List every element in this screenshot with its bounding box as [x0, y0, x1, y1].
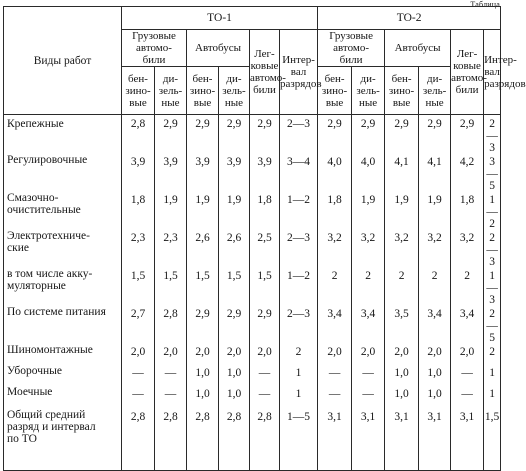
- table-caption-fragment: Таблица: [470, 0, 500, 9]
- header-trucks-to1: Грузовые автомо- били: [122, 30, 187, 67]
- grade-cell: 1,8: [318, 192, 352, 230]
- grade-cell: 1,9: [219, 192, 250, 230]
- grade-cell: 1—3: [484, 268, 501, 306]
- grade-cell: 1,0: [219, 365, 250, 386]
- grade-cell: 2,9: [385, 115, 419, 155]
- table-row: [4, 154, 501, 192]
- grade-cell: 2—3: [280, 115, 318, 155]
- grade-cell: 3,5: [385, 306, 419, 344]
- grade-cell: 2,9: [352, 115, 385, 155]
- work-type-cell: Смазочно- очистительные: [4, 192, 122, 230]
- grade-cell: 3,2: [385, 230, 419, 268]
- header-diesel-buses-to1: ди- зель- ные: [219, 67, 250, 115]
- grade-cell: 1,9: [155, 192, 187, 230]
- work-type-cell: Шиномонтажные: [4, 344, 122, 365]
- grade-cell: 3—4: [280, 154, 318, 192]
- work-type-cell: Уборочные: [4, 365, 122, 386]
- grade-cell: 3,4: [451, 306, 484, 344]
- grade-cell: 2,0: [155, 344, 187, 365]
- grade-cell: —: [352, 365, 385, 386]
- header-diesel-trucks-to2: ди- зель- ные: [352, 67, 385, 115]
- header-interval-to1: Интер- вал разрядов: [280, 30, 318, 115]
- grade-cell: 4,0: [318, 154, 352, 192]
- grade-cell: 2,8: [155, 409, 187, 470]
- grade-cell: —: [122, 365, 155, 386]
- grade-cell: 3,2: [318, 230, 352, 268]
- grade-cell: 2,3: [155, 230, 187, 268]
- grade-cell: 1,0: [385, 386, 419, 409]
- grade-cell: 4,2: [451, 154, 484, 192]
- header-interval-to2: Интер- вал разрядов: [484, 30, 501, 115]
- grade-cell: 4,1: [385, 154, 419, 192]
- work-type-cell: Электротехниче- ские: [4, 230, 122, 268]
- grade-cell: 2: [451, 268, 484, 306]
- header-petrol-trucks-to2: бен- зино- вые: [318, 67, 352, 115]
- grade-cell: 1: [280, 365, 318, 386]
- grade-cell: 3,9: [187, 154, 219, 192]
- grade-cell: 1,5: [155, 268, 187, 306]
- grade-cell: 1,9: [385, 192, 419, 230]
- header-petrol-trucks-to1: бен- зино- вые: [122, 67, 155, 115]
- grade-cell: 1: [484, 386, 501, 409]
- grade-cell: —: [155, 365, 187, 386]
- grade-cell: 2,3: [122, 230, 155, 268]
- grade-cell: 1,0: [419, 386, 451, 409]
- table-row: [4, 268, 501, 306]
- grade-cell: 2,8: [187, 409, 219, 470]
- grade-cell: 2,9: [219, 306, 250, 344]
- grade-cell: —: [451, 365, 484, 386]
- header-buses-to2: Автобусы: [385, 30, 451, 67]
- grade-cell: 2,9: [250, 115, 280, 155]
- grade-cell: 2,9: [187, 115, 219, 155]
- grade-cell: —: [352, 386, 385, 409]
- grade-cell: 1,9: [187, 192, 219, 230]
- table-row: [4, 409, 501, 470]
- header-to2: ТО-2: [318, 7, 501, 30]
- grade-cell: 1: [280, 386, 318, 409]
- grade-cell: 2: [280, 344, 318, 365]
- grade-cell: 2: [484, 344, 501, 365]
- grade-cell: 2,0: [419, 344, 451, 365]
- table-row: [4, 230, 501, 268]
- header-work-types: Виды работ: [4, 7, 122, 115]
- work-type-cell: в том числе акку- муляторные: [4, 268, 122, 306]
- grade-cell: 2,0: [385, 344, 419, 365]
- table-row: [4, 306, 501, 344]
- grade-cell: 3,2: [451, 230, 484, 268]
- grade-cell: 2—3: [484, 115, 501, 155]
- grade-cell: —: [318, 386, 352, 409]
- grade-cell: 2—3: [484, 230, 501, 268]
- grade-cell: 1,0: [187, 386, 219, 409]
- grade-cell: 3,9: [122, 154, 155, 192]
- grade-cell: 1,8: [122, 192, 155, 230]
- header-cars-to1: Лег- ковые автомо- били: [250, 30, 280, 115]
- header-trucks-to2: Грузовые автомо- били: [318, 30, 385, 67]
- grade-cell: 2,9: [451, 115, 484, 155]
- grade-cell: 2,9: [419, 115, 451, 155]
- grade-cell: 2,7: [122, 306, 155, 344]
- table-row: [4, 365, 501, 386]
- grade-cell: 1—2: [280, 268, 318, 306]
- grade-cell: 2,0: [250, 344, 280, 365]
- grade-cell: 1,9: [419, 192, 451, 230]
- work-type-cell: Регулировочные: [4, 154, 122, 192]
- grade-cell: 1—5: [280, 409, 318, 470]
- header-diesel-trucks-to1: ди- зель- ные: [155, 67, 187, 115]
- grade-cell: 2,9: [155, 115, 187, 155]
- grade-cell: 1,0: [419, 365, 451, 386]
- grade-cell: 2,9: [318, 115, 352, 155]
- grade-cell: 2,0: [451, 344, 484, 365]
- work-grades-table: [3, 6, 526, 471]
- work-type-cell: Крепежные: [4, 115, 122, 155]
- grade-cell: 3,1: [451, 409, 484, 470]
- grade-cell: —: [122, 386, 155, 409]
- grade-cell: 3,1: [352, 409, 385, 470]
- grade-cell: 2: [352, 268, 385, 306]
- grade-cell: 2—3: [280, 306, 318, 344]
- grade-cell: 1,0: [187, 365, 219, 386]
- grade-cell: —: [250, 386, 280, 409]
- grade-cell: 1: [484, 365, 501, 386]
- grade-cell: 1,5: [250, 268, 280, 306]
- grade-cell: 2,8: [155, 306, 187, 344]
- grade-cell: 2,6: [219, 230, 250, 268]
- grade-cell: 2,9: [250, 306, 280, 344]
- grade-cell: 2: [385, 268, 419, 306]
- table-row: [4, 344, 501, 365]
- grade-cell: 2—3: [280, 230, 318, 268]
- work-type-cell: Общий средний разряд и интервал по ТО: [4, 409, 122, 470]
- work-type-cell: По системе питания: [4, 306, 122, 344]
- header-cars-to2: Лег- ковые автомо- били: [451, 30, 484, 115]
- grade-cell: 2,8: [122, 409, 155, 470]
- grade-cell: 1,5: [122, 268, 155, 306]
- grade-cell: 2,0: [318, 344, 352, 365]
- grade-cell: 1,0: [219, 386, 250, 409]
- grade-cell: 2,8: [250, 409, 280, 470]
- grade-cell: 4,0: [352, 154, 385, 192]
- grade-cell: 3,2: [419, 230, 451, 268]
- grade-cell: 3,9: [250, 154, 280, 192]
- grade-cell: 2,6: [187, 230, 219, 268]
- grade-cell: 2—5: [484, 306, 501, 344]
- grade-cell: 3,4: [419, 306, 451, 344]
- grade-cell: 2: [318, 268, 352, 306]
- grade-cell: 3,9: [155, 154, 187, 192]
- header-to1: ТО-1: [122, 7, 318, 30]
- grade-cell: 1,8: [250, 192, 280, 230]
- grade-cell: 1—2: [484, 192, 501, 230]
- table-row: [4, 115, 501, 155]
- table-row: [4, 192, 501, 230]
- header-petrol-buses-to1: бен- зино- вые: [187, 67, 219, 115]
- grade-cell: 4,1: [419, 154, 451, 192]
- work-type-cell: Моечные: [4, 386, 122, 409]
- grade-cell: —: [250, 365, 280, 386]
- grade-cell: 2,0: [219, 344, 250, 365]
- grade-cell: 2,9: [219, 115, 250, 155]
- grade-cell: 1,0: [385, 365, 419, 386]
- table-row: [4, 386, 501, 409]
- header-buses-to1: Автобусы: [187, 30, 250, 67]
- grade-cell: 3,4: [352, 306, 385, 344]
- grade-cell: 3,2: [352, 230, 385, 268]
- grade-cell: —: [155, 386, 187, 409]
- header-petrol-buses-to2: бен- зино- вые: [385, 67, 419, 115]
- grade-cell: 1—2: [280, 192, 318, 230]
- table-body: [4, 115, 501, 471]
- grade-cell: —: [318, 365, 352, 386]
- grade-cell: 3,1: [385, 409, 419, 470]
- grade-cell: —: [451, 386, 484, 409]
- grade-cell: 2,5: [250, 230, 280, 268]
- grade-cell: 3—5: [484, 154, 501, 192]
- grade-cell: 1,5: [187, 268, 219, 306]
- grade-cell: 3,1: [419, 409, 451, 470]
- grade-cell: 2,8: [122, 115, 155, 155]
- grade-cell: 3,9: [219, 154, 250, 192]
- grade-cell: 3,1: [318, 409, 352, 470]
- grade-cell: 2,8: [219, 409, 250, 470]
- grade-cell: 2,0: [352, 344, 385, 365]
- grade-cell: 1,8: [451, 192, 484, 230]
- grade-cell: 2: [419, 268, 451, 306]
- grade-cell: 1,9: [352, 192, 385, 230]
- grade-cell: 1,5: [219, 268, 250, 306]
- grade-cell: 2,0: [122, 344, 155, 365]
- header-diesel-buses-to2: ди- зель- ные: [419, 67, 451, 115]
- grade-cell: 2,9: [187, 306, 219, 344]
- grade-cell: 3,4: [318, 306, 352, 344]
- grade-cell: 1,5: [484, 409, 501, 470]
- grade-cell: 2,0: [187, 344, 219, 365]
